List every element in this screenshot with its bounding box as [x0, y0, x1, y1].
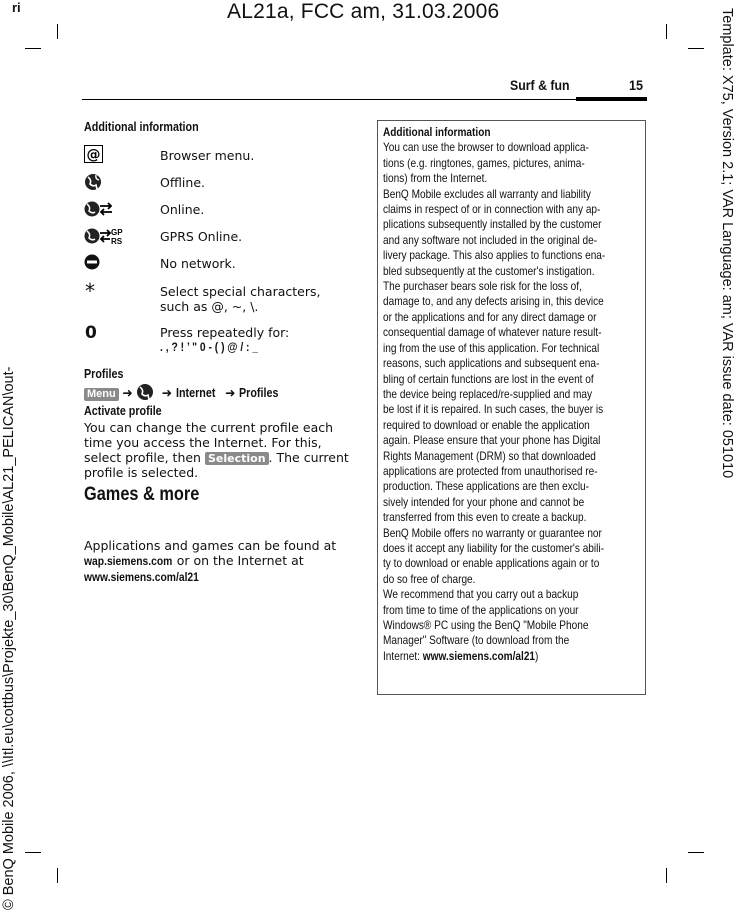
svg-text:@: @	[86, 147, 101, 163]
info-box-heading: Additional information	[383, 125, 491, 139]
text-fragment: select profile, then	[84, 450, 201, 465]
info-box-line: BenQ Mobile excludes all warranty and liability	[383, 186, 591, 201]
text-line: time you access the Internet. For this,	[84, 435, 322, 450]
info-box-line: bled subsequently at the customer's instigation.	[383, 263, 595, 278]
text-fragment: . The current	[268, 450, 349, 465]
at-sign-icon	[84, 145, 106, 163]
profiles-path	[84, 383, 285, 404]
crop-mark	[25, 48, 41, 49]
page-marker: ri	[12, 0, 21, 15]
info-box-line: livery package. This also applies to functions ena-	[383, 248, 606, 263]
info-box-line: You can use the browser to download applica-	[383, 140, 589, 155]
icon-desc	[160, 325, 289, 355]
info-box-line: again. Please ensure that your phone has Digital	[383, 433, 601, 448]
text-line	[84, 450, 354, 465]
siemens-link[interactable]: www.siemens.com/al21	[84, 570, 199, 584]
crop-mark	[688, 852, 704, 853]
arrow-icon: ➜	[161, 385, 173, 400]
info-box-line: damage to, and any defects arising in, this device	[383, 294, 604, 309]
info-box-line: BenQ Mobile offers no warranty or guarantee nor	[383, 525, 602, 540]
globe-gprs-icon	[84, 226, 124, 244]
icon-desc-line: Press repeatedly for:	[160, 325, 290, 340]
info-box-line: We recommend that you carry out a backup	[383, 587, 579, 602]
info-box-line: Manager" Software (to download from the	[383, 633, 570, 648]
running-head-section: Surf & fun	[510, 77, 570, 93]
crop-mark	[57, 868, 58, 883]
asterisk-key-icon: *	[85, 279, 95, 303]
crop-mark	[666, 24, 667, 39]
globe-online-icon	[84, 200, 114, 218]
info-box-line: be lost if it is repaired. In such cases, the buyer is	[383, 402, 604, 417]
crop-mark	[688, 48, 704, 49]
text-fragment: or on the Internet at	[172, 553, 304, 568]
info-box-line: Windows® PC using the BenQ "Mobile Phone	[383, 618, 589, 632]
info-box-line: ing from the use of this application. For technical	[383, 340, 600, 355]
icon-desc-line: such as @, ~, \.	[160, 299, 259, 314]
text-fragment: )	[535, 648, 539, 663]
copyright-path: © BenQ Mobile 2006, \\Itl.eu\cottbus\Projekte_30\BenQ_Mobile\AL21_PELICAN\out-	[1, 366, 17, 910]
no-network-icon	[84, 254, 106, 272]
activate-profile-heading: Activate profile	[84, 404, 162, 418]
text-line: Applications and games can be found at	[84, 538, 337, 553]
crop-mark	[666, 868, 667, 883]
info-box-line: Rights Management (DRM) so that downloaded	[383, 448, 596, 463]
info-box-line: does it accept any liability for the customer's abili-	[383, 540, 604, 555]
path-profiles: Profiles	[238, 385, 279, 400]
info-box-line: ty to download or enable applications again or to	[383, 556, 600, 571]
crop-mark	[57, 24, 58, 39]
special-chars: . , ? ! ’ " 0 - ( ) @ / : _	[160, 340, 259, 354]
info-box-line: required to download or enable the application	[383, 417, 590, 432]
document-title: AL21a, FCC am, 31.03.2006	[227, 0, 500, 23]
icon-desc: Offline.	[160, 175, 205, 190]
info-box-line: consequential damage of whatever nature result-	[383, 325, 602, 340]
svg-text:GP: GP	[111, 228, 123, 237]
text-fragment: Internet:	[383, 648, 423, 663]
info-box-line: tions (e.g. ringtones, games, pictures, anima-	[383, 155, 585, 170]
wap-link[interactable]: wap.siemens.com	[84, 554, 173, 568]
info-box-body	[383, 140, 651, 648]
icon-desc: Online.	[160, 202, 205, 217]
menu-softkey[interactable]: Menu	[84, 388, 119, 401]
icon-desc: GPRS Online.	[160, 229, 243, 244]
games-text	[84, 538, 364, 585]
info-box-line: reasons, such applications and subsequent ena-	[383, 356, 600, 371]
icon-desc-line: Select special characters,	[160, 284, 321, 299]
info-box-line: or the applications and for any direct damage or	[383, 309, 597, 324]
text-line: You can change the current profile each	[84, 420, 334, 435]
info-box-line: sively intended for your phone and cannot be	[383, 494, 585, 509]
additional-info-heading: Additional information	[84, 120, 199, 134]
template-info: Template: X75, Version 2.1; VAR Language: am; VAR issue date: 051010	[719, 8, 735, 479]
info-box-line: The purchaser bears sole risk for the loss of,	[383, 279, 582, 294]
info-box-last-line	[383, 649, 608, 664]
globe-offline-icon	[84, 173, 106, 191]
globe-icon	[136, 383, 158, 404]
text-line	[84, 569, 364, 585]
profiles-heading: Profiles	[84, 367, 124, 381]
path-internet: Internet	[175, 385, 216, 400]
info-box-line: tions) from the Internet.	[383, 171, 488, 186]
icon-desc: No network.	[160, 256, 236, 271]
siemens-link[interactable]: www.siemens.com/al21	[422, 648, 536, 663]
icon-desc: Browser menu.	[160, 148, 255, 163]
info-box-line: from time to time of the applications on your	[383, 602, 579, 617]
games-heading: Games & more	[84, 484, 200, 505]
svg-text:RS: RS	[111, 237, 123, 246]
crop-mark	[25, 852, 41, 853]
info-box-line: the device being replaced/re-supplied and may	[383, 386, 593, 401]
page-number: 15	[629, 77, 644, 93]
info-box-line: applications are protected from unauthorised re-	[383, 463, 598, 478]
arrow-icon: ➜	[122, 385, 133, 400]
text-line: profile is selected.	[84, 465, 199, 480]
info-box-line: and any software not included in the original de-	[383, 232, 598, 247]
selection-softkey[interactable]: Selection	[205, 452, 269, 465]
text-line	[84, 553, 364, 569]
info-box-line: claims in respect of or in connection with any ap-	[383, 202, 601, 217]
activate-profile-text	[84, 420, 354, 480]
info-box-line: do so free of charge.	[383, 571, 476, 586]
info-box-line: production. These applications are then exclu-	[383, 479, 590, 494]
header-rule-accent	[576, 97, 647, 101]
header-rule	[82, 99, 647, 100]
arrow-icon: ➜	[224, 385, 236, 400]
zero-key-icon: 0	[85, 323, 97, 343]
info-box-text	[383, 125, 651, 664]
icon-desc	[160, 284, 320, 314]
info-box-line: plications subsequently installed by the customer	[383, 217, 602, 232]
info-box-line: transferred from this even to create a backup.	[383, 510, 587, 525]
info-box-line: bling of certain functions are lost in the event of	[383, 371, 594, 386]
